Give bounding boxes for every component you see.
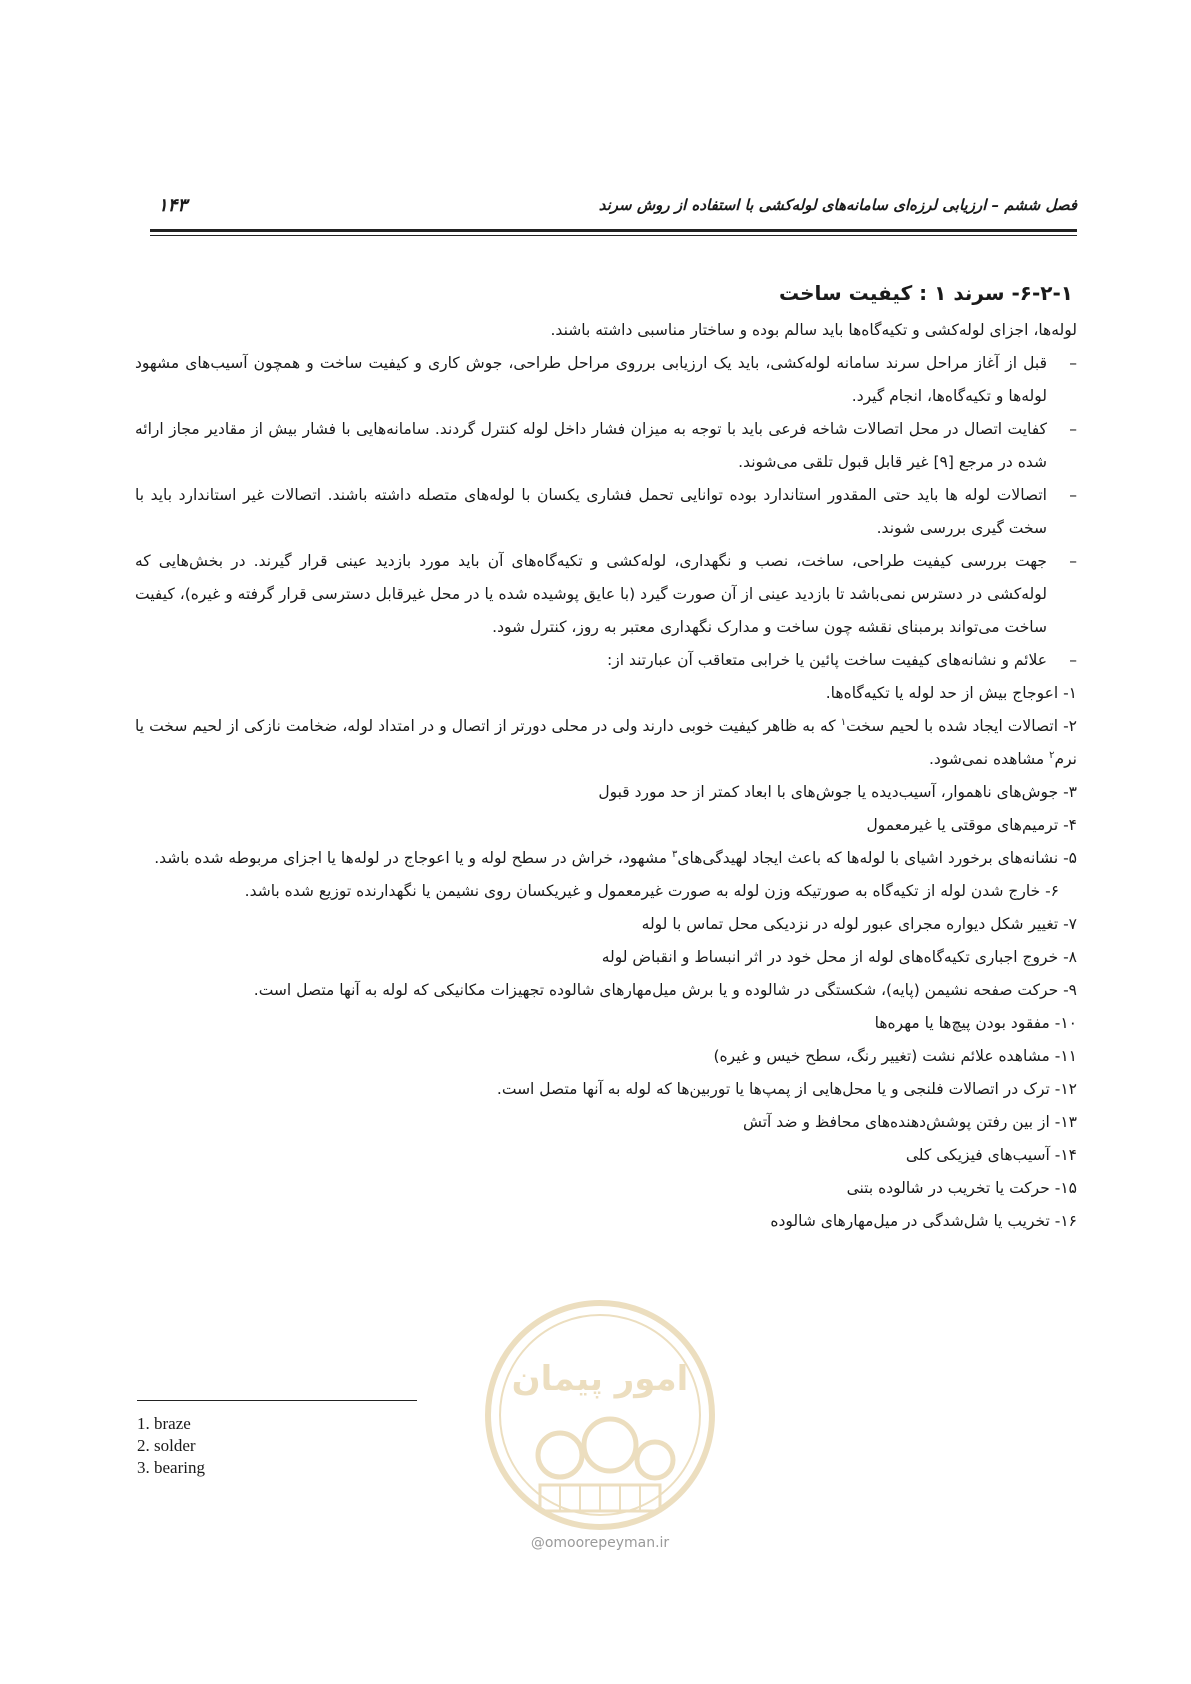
list-item: ۹- حرکت صفحه نشیمن (پایه)، شکستگی در شالوده و یا برش میل‌مهارهای شالوده تجهیزات مکانیکی که لوله به آنها متصل است. [253,981,1077,999]
bullet-item: – کفایت اتصال در محل اتصالات شاخه فرعی باید با توجه به میزان فشار داخل لوله کنترل گردند. سامانه‌هایی با فشار بیش از مقادیر مجاز ارائه شده در مرجع [۹] غیر قابل قبول تلقی می‌شوند. [135,413,1047,479]
footnote-ref: ۳ [672,848,678,860]
footnote: 1. braze [137,1414,191,1433]
page-body [135,276,1077,1238]
list-item: ۱۰- مفقود بودن پیچ‌ها یا مهره‌ها [874,1014,1077,1032]
watermark-logo-text: امور پیمان [511,1359,689,1399]
footnote-ref: ۲ [1049,749,1055,761]
list-item: ۱۱- مشاهده علائم نشت (تغییر رنگ، سطح خیس و غیره) [713,1047,1077,1065]
footnotes [137,1413,205,1479]
list-item: ۳- جوش‌های ناهموار، آسیب‌دیده یا جوش‌های با ابعاد کمتر از حد مورد قبول [598,783,1077,801]
footnote-rule [137,1400,417,1401]
footnote: 3. bearing [137,1458,205,1477]
footnote: 2. solder [137,1436,196,1455]
footnote-ref: ۱ [840,716,847,728]
list-item: ۶- خارج شدن لوله از تکیه‌گاه به صورتیکه وزن لوله به صورت غیرمعمول و غیریکسان روی نشیمن یا نگهدارنده توزیع شده باشد. [244,882,1059,900]
list-item: ۷- تغییر شکل دیواره مجرای عبور لوله در نزدیکی محل تماس با لوله [641,915,1077,933]
chapter-title: فصل ششم – ارزیابی لرزه‌ای سامانه‌های لوله‌کشی با استفاده از روش سرند [598,196,1077,214]
item-text: ۲- اتصالات ایجاد شده با لحیم سخت [846,717,1077,735]
section-title: ۶-۲-۱- سرند ۱ : کیفیت ساخت [778,281,1073,305]
item-text: مشهود، خراش در سطح لوله و یا اعوجاج در لوله‌ها یا اجزای مربوطه شده باشد. [154,849,673,867]
header-rule-thin [150,235,1077,236]
item-text: مشاهده نمی‌شود. [929,750,1050,768]
page-header [150,196,1077,226]
bullet-item: – جهت بررسی کیفیت طراحی، ساخت، نصب و نگهداری، لوله‌کشی و تکیه‌گاه‌های آن باید مورد بازدید عینی قرار گیرند. در بخش‌هایی که لوله‌کشی در دسترس نمی‌باشد تا بازدید عینی از آن صورت گیرد (با عایق پوشیده شده یا در محل غیرقابل دسترسی قرار گرفته و غیره)، کیفیت ساخت می‌تواند برمبنای نقشه چون ساخت و مدارک نگهداری معتبر به روز، کنترل شود. [135,545,1047,644]
list-item: ۸- خروج اجباری تکیه‌گاه‌های لوله از محل خود در اثر انبساط و انقباض لوله [601,948,1077,966]
list-item: ۱۵- حرکت یا تخریب در شالوده بتنی [846,1179,1077,1197]
watermark-logo-icon [480,1295,720,1535]
item-text: که به ظاهر کیفیت خوبی دارند ولی در محلی دورتر از اتصال و در امتداد لوله، ضخامت نازکی از لحیم سخت یا نرم [135,717,1077,768]
page-number: ۱۴۳ [158,195,188,216]
bullet-list [135,347,1077,677]
intro-paragraph: لوله‌ها، اجزای لوله‌کشی و تکیه‌گاه‌ها باید سالم بوده و ساختار مناسبی داشته باشند. [550,321,1077,339]
list-item: ۱۴- آسیب‌های فیزیکی کلی [905,1146,1077,1164]
symptom-list [135,677,1077,1238]
list-item: ۱۳- از بین رفتن پوشش‌دهنده‌های محافظ و ضد آتش [742,1113,1077,1131]
list-item: ۱۶- تخریب یا شل‌شدگی در میل‌مهارهای شالوده [770,1212,1077,1230]
header-rule-thick [150,229,1077,232]
list-item: ۴- ترمیم‌های موقتی یا غیرمعمول [866,816,1077,834]
list-item: ۱- اعوجاج بیش از حد لوله یا تکیه‌گاه‌ها. [825,684,1077,702]
item-text: ۵- نشانه‌های برخورد اشیای با لوله‌ها که باعث ایجاد لهیدگی‌های [677,849,1077,867]
bullet-item: – قبل از آغاز مراحل سرند سامانه لوله‌کشی، باید یک ارزیابی برروی مراحل طراحی، جوش کاری و کیفیت ساخت و همچون آسیب‌های مشهود لوله‌ها و تکیه‌گاه‌ها، انجام گیرد. [135,347,1047,413]
list-item [135,842,1077,875]
bullet-item: – اتصالات لوله ها باید حتی المقدور استاندارد بوده توانایی تحمل فشاری یکسان با لوله‌های متصله داشته باشند. اتصالات غیر استاندارد باید با سخت گیری بررسی شوند. [135,479,1047,545]
list-item: ۱۲- ترک در اتصالات فلنجی و یا محل‌هایی از پمپ‌ها یا توربین‌ها که لوله به آنها متصل است. [496,1080,1077,1098]
bullet-item: – علائم و نشانه‌های کیفیت ساخت پائین یا خرابی متعاقب آن عبارتند از: [135,644,1047,677]
watermark-site: @omoorepeyman.ir [530,1535,670,1551]
list-item [135,710,1077,776]
